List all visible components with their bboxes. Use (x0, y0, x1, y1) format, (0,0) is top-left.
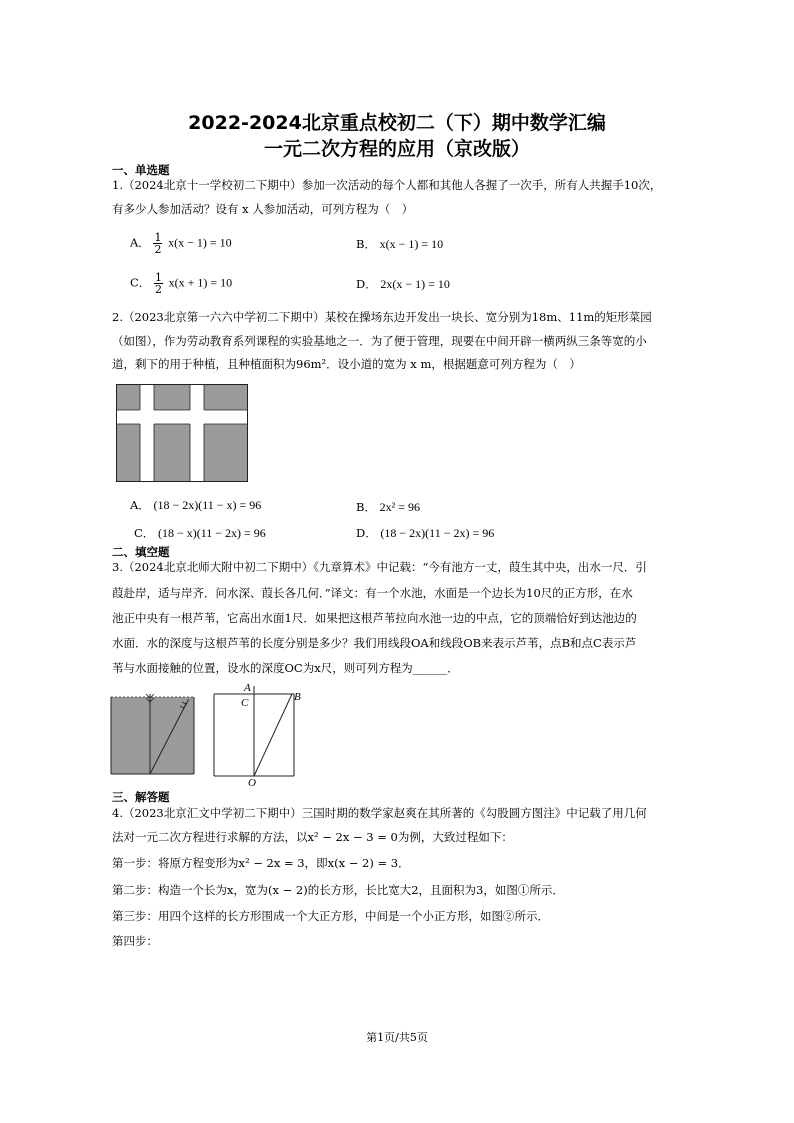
option-expression: (18 − 2x)(11 − x) = 96 (153, 498, 262, 512)
section-heading-single-choice: 一、单选题 (112, 163, 170, 177)
q2-option-d (356, 525, 494, 541)
point-label-b: B (294, 691, 301, 703)
garden-paths-figure (116, 384, 248, 482)
option-label: D． (356, 526, 377, 540)
q3-line5: 苇与水面接触的位置，设水的深度OC为x尺，则可列方程为______． (112, 661, 459, 675)
q4-line2: 法对一元二次方程进行求解的方法，以x² − 2x − 3 = 0为例，大致过程如下： (112, 830, 513, 844)
q1-option-b (356, 236, 443, 252)
option-expression: (18 − 2x)(11 − 2x) = 96 (380, 526, 495, 540)
section-heading-fill-in: 二、填空题 (112, 545, 170, 559)
q1-option-c (130, 272, 232, 295)
q2-option-c (134, 525, 266, 541)
q2-line2: （如图），作为劳动教育系列课程的实验基地之一．为了便于管理，现要在中间开辟一横两纵三条等宽的小 (112, 334, 647, 348)
q2-line1: 2.（2023北京第一六六中学初二下期中）某校在操场东边开发出一块长、宽分别为18m、11m的矩形菜园 (112, 310, 652, 324)
q1-line2: 有多少人参加活动？设有 x 人参加活动，可列方程为（ ） (112, 202, 414, 216)
option-expression: 2x² = 96 (379, 500, 420, 514)
q2-option-b (356, 499, 420, 515)
q4-step1: 第一步：将原方程变形为x² − 2x = 3，即x(x − 2) = 3． (112, 856, 410, 870)
section-heading-solution: 三、解答题 (112, 790, 170, 804)
option-label: C． (130, 275, 151, 290)
option-label: B． (356, 237, 376, 251)
point-label-o: O (248, 777, 256, 788)
q4-step2: 第二步：构造一个长为x，宽为(x − 2)的长方形，长比宽大2，且面积为3，如图①所示． (112, 883, 564, 897)
q1-line1: 1.（2024北京十一学校初二下期中）参加一次活动的每个人都和其他人各握了一次手，所有人共握手10次， (112, 178, 662, 192)
pond-reed-figure (110, 690, 196, 776)
option-expression: x(x + 1) = 10 (168, 275, 233, 290)
option-label: D． (356, 277, 377, 291)
pond-geometry-figure (206, 678, 306, 788)
q1-option-a (130, 232, 232, 255)
q3-line4: 水面．水的深度与这根芦苇的长度分别是多少？我们用线段OA和线段OB来表示芦苇，点B和点C表示芦 (112, 636, 637, 650)
document-title-line1: 2022-2024北京重点校初二（下）期中数学汇编 (188, 112, 606, 134)
fraction: $\frac{1}{2}$ (154, 271, 162, 296)
q4-step3: 第三步：用四个这样的长方形围成一个大正方形，中间是一个小正方形，如图②所示． (112, 909, 549, 923)
q1-option-d (356, 276, 450, 292)
q2-line3: 道，剩下的用于种植，且种植面积为96m²．设小道的宽为 x m，根据题意可列方程为（ ） (112, 357, 581, 371)
point-label-a: A (244, 682, 251, 694)
page-number-footer: 第1页/共5页 (366, 1031, 428, 1044)
option-expression: x(x − 1) = 10 (379, 237, 444, 251)
fraction: $\frac{1}{2}$ (154, 231, 162, 256)
option-label: A． (130, 498, 150, 512)
q2-option-a (130, 497, 261, 513)
q4-step4: 第四步： (112, 934, 158, 948)
q3-line2: 葭赴岸，适与岸齐．问水深、葭长各几何．”译文：有一个水池，水面是一个边长为10尺的正方形，在水 (112, 586, 633, 600)
option-expression: (18 − x)(11 − 2x) = 96 (157, 526, 266, 540)
q3-line3: 池正中央有一根芦苇，它高出水面1尺．如果把这根芦苇拉向水池一边的中点，它的顶端恰好到达池边的 (112, 611, 637, 625)
q3-line1: 3.（2024北京北师大附中初二下期中）《九章算术》中记载：“今有池方一丈，葭生其中央，出水一尺．引 (112, 560, 647, 574)
q4-line1: 4.（2023北京汇文中学初二下期中）三国时期的数学家赵爽在其所著的《勾股圆方图注》中记载了用几何 (112, 806, 647, 820)
point-label-c: C (241, 697, 249, 709)
document-title-line2: 一元二次方程的应用（京改版） (263, 138, 530, 160)
option-label: A． (130, 235, 150, 250)
option-label: C． (134, 526, 155, 540)
option-label: B． (356, 500, 376, 514)
option-expression: x(x − 1) = 10 (168, 235, 232, 250)
option-expression: 2x(x − 1) = 10 (380, 277, 450, 291)
